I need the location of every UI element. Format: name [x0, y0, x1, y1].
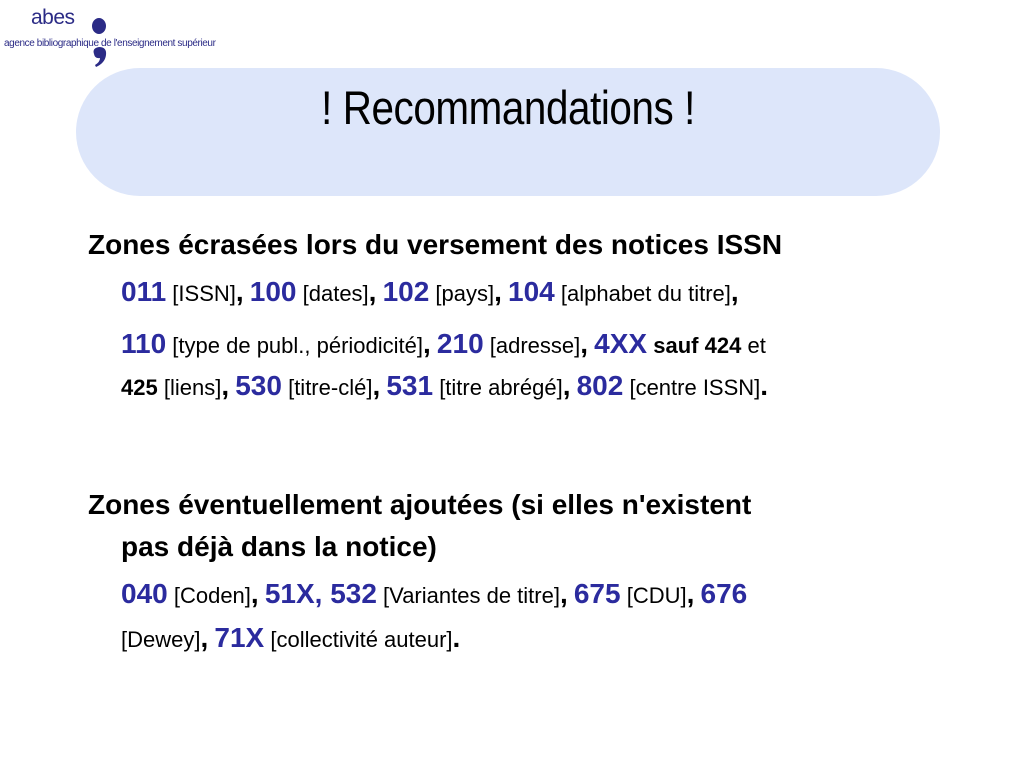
logo-wordmark: abes	[31, 6, 75, 29]
field-code-011: 011	[121, 276, 167, 307]
section2-heading: Zones éventuellement ajoutées (si elles n'existent pas déjà dans la notice)	[88, 489, 752, 562]
field-code-531: 531	[386, 370, 434, 401]
field-desc-210: [adresse]	[489, 333, 581, 358]
section1-heading: Zones écrasées lors du versement des notices ISSN	[88, 229, 783, 260]
field-desc-531: [titre abrégé]	[439, 375, 563, 400]
field-code-676: 676	[700, 578, 748, 609]
field-code-210: 210	[436, 328, 484, 359]
field-desc-102: [pays]	[435, 281, 495, 306]
field-code-110: 110	[121, 328, 167, 359]
section1-line-1: 011 [ISSN], 100 [dates], 102 [pays], 104 [alphabet du titre],	[121, 276, 739, 307]
field-desc-040: [Coden]	[173, 583, 251, 608]
abes-logo	[0, 0, 240, 70]
field-code-4xx: 4XX	[594, 328, 648, 359]
field-code-100: 100	[249, 276, 297, 307]
et-label: et	[747, 333, 766, 358]
logo-tagline: agence bibliographique de l'enseignement supérieur	[4, 38, 216, 49]
field-desc-100: [dates]	[302, 281, 369, 306]
field-code-104: 104	[508, 276, 555, 307]
field-desc-802: [centre ISSN]	[629, 375, 761, 400]
field-desc-675: [CDU]	[626, 583, 687, 608]
title-banner	[76, 68, 940, 196]
field-desc-110: [type de publ., périodicité]	[172, 333, 424, 358]
section2-line-1: 040 [Coden], 51X, 532 [Variantes de titre], 675 [CDU], 676	[121, 578, 748, 609]
field-code-102: 102	[382, 276, 430, 307]
field-desc-676: [Dewey]	[121, 627, 201, 652]
section2-line-2: [Dewey], 71X [collectivité auteur].	[121, 622, 461, 653]
section2-body	[121, 578, 981, 664]
page-title: ! Recommandations !	[321, 81, 695, 134]
field-desc-71x: [collectivité auteur]	[270, 627, 453, 652]
field-desc-011: [ISSN]	[172, 281, 236, 306]
field-code-424: 424	[704, 333, 742, 358]
section1-body	[121, 276, 981, 412]
field-desc-51x: [Variantes de titre]	[383, 583, 560, 608]
field-code-71x: 71X	[214, 622, 265, 653]
section1-line-2: 110 [type de publ., périodicité], 210 [adresse], 4XX sauf 424 et	[121, 328, 766, 359]
field-code-675: 675	[573, 578, 621, 609]
sauf-label: sauf	[653, 333, 699, 358]
field-code-802: 802	[576, 370, 624, 401]
field-code-425: 425	[121, 375, 158, 400]
field-desc-104: [alphabet du titre]	[560, 281, 731, 306]
field-code-51x-532: 51X, 532	[264, 578, 377, 609]
field-desc-425: [liens]	[163, 375, 222, 400]
field-code-040: 040	[121, 578, 168, 609]
field-code-530: 530	[235, 370, 282, 401]
field-desc-530: [titre-clé]	[288, 375, 373, 400]
section1-line-3: 425 [liens], 530 [titre-clé], 531 [titre abrégé], 802 [centre ISSN].	[121, 370, 769, 401]
